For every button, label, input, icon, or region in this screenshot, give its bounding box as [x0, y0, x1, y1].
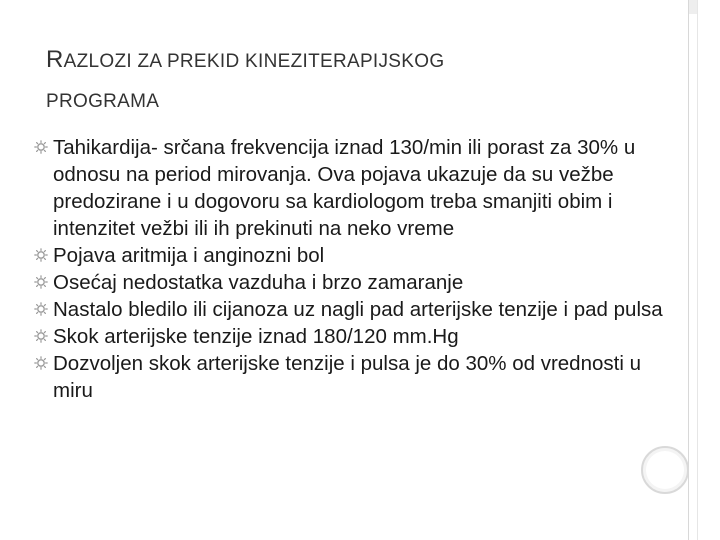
title-line-1-rest: AZLOZI ZA PREKID KINEZITERAPIJSKOG [63, 51, 445, 72]
list-item-text: Nastalo bledilo ili cijanoza uz nagli pad arterijske tenzije i pad pulsa [53, 298, 663, 321]
list-item [34, 242, 674, 269]
bullet-icon [34, 302, 48, 316]
bullet-icon [34, 248, 48, 262]
list-item [34, 323, 674, 350]
list-item [34, 134, 674, 242]
list-item [34, 350, 674, 404]
bullet-icon [34, 356, 48, 370]
list-item-text: Dozvoljen skok arterijske tenzije i pulsa je do 30% od vrednosti u miru [53, 352, 641, 402]
frame-line [697, 0, 698, 540]
frame-line [688, 0, 689, 540]
list-item [34, 269, 674, 296]
list-item-text: Tahikardija- srčana frekvencija iznad 130/min ili porast za 30% u odnosu na period mirovanja. Ova pojava ukazuje da su vežbe predozirane i u dogovoru sa kardiologom treba smanjiti obim i intenzitet vežbi ili ih prekinuti na neko vreme [53, 136, 636, 240]
title-line-2: PROGRAMA [46, 91, 160, 112]
list-item [34, 296, 674, 323]
title-first-letter: R [46, 46, 64, 73]
list-item-text: Pojava aritmija i anginozni bol [53, 244, 325, 267]
bullet-icon [34, 140, 48, 154]
slide-title [46, 40, 646, 122]
list-item-text: Osećaj nedostatka vazduha i brzo zamaranje [53, 271, 464, 294]
decorative-circle [641, 446, 689, 494]
list-item-text: Skok arterijske tenzije iznad 180/120 mm.Hg [53, 325, 459, 348]
title-line-1 [46, 40, 646, 82]
bullet-icon [34, 329, 48, 343]
bullet-icon [34, 275, 48, 289]
bullet-list [34, 134, 674, 404]
